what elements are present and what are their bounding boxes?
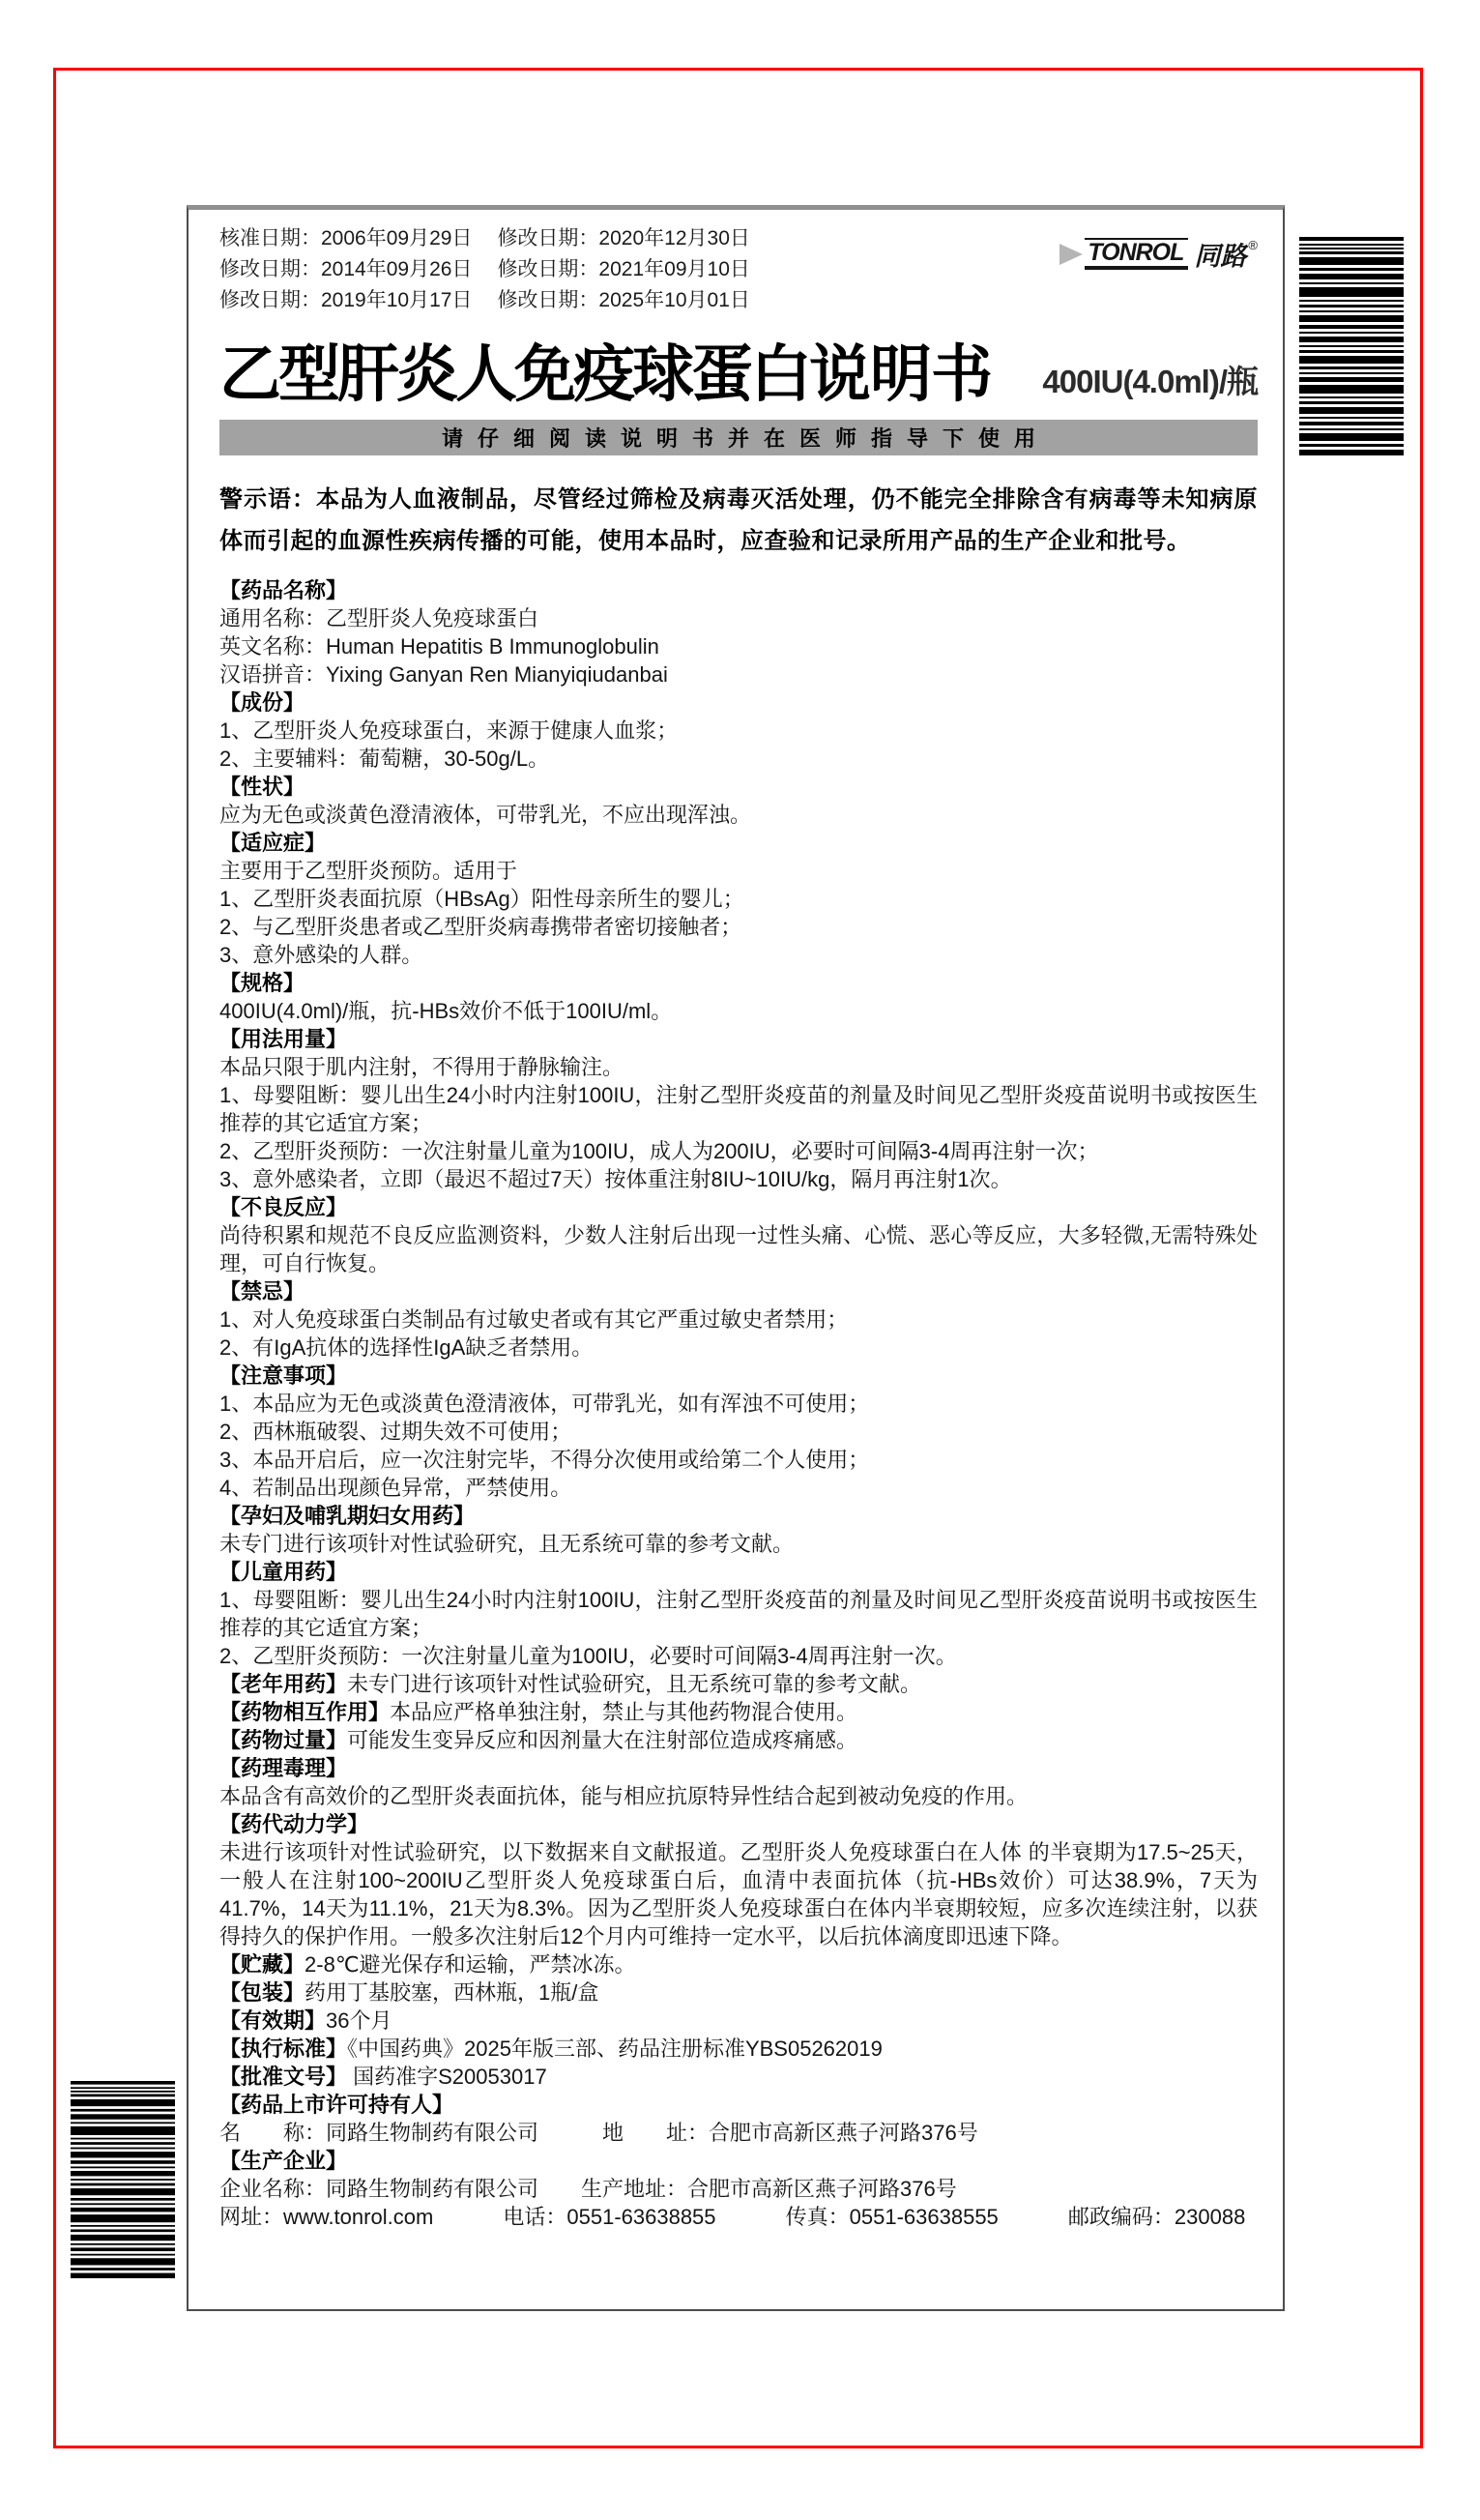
section-text: 《中国药典》2025年版三部、药品注册标准YBS05262019 (347, 2037, 883, 2061)
section-heading: 【药理毒理】 (219, 1756, 348, 1780)
body-line (219, 1474, 1258, 1502)
body-line (219, 913, 1258, 941)
section-text: 1、乙型肝炎人免疫球蛋白，来源于健康人血浆； (219, 718, 679, 743)
body-line (219, 717, 1258, 745)
section-text: 尚待积累和规范不良反应监测资料，少数人注射后出现一过性头痛、心慌、恶心等反应，大多轻微,无需特殊处理，可自行恢复。 (219, 1223, 1258, 1275)
section-heading: 【批准文号】 (219, 2065, 348, 2089)
section-text: 2、乙型肝炎预防：一次注射量儿童为100IU，必要时可间隔3-4周再注射一次。 (219, 1644, 957, 1668)
body-line (219, 969, 1258, 997)
section-text: 1、对人免疫球蛋白类制品有过敏史者或有其它严重过敏史者禁用； (219, 1307, 849, 1332)
approval-date-left: 修改日期：2014年09月26日 (219, 258, 473, 280)
section-heading: 【药物过量】 (219, 1728, 348, 1752)
approval-date-right: 修改日期：2021年09月10日 (497, 258, 750, 280)
body-line (219, 2147, 1258, 2175)
title-suffix: 说明书 (809, 339, 992, 409)
body-line (219, 1726, 1258, 1754)
section-text: 1、乙型肝炎表面抗原（HBsAg）阳性母亲所生的婴儿； (219, 887, 744, 911)
section-text: 汉语拼音：Yixing Ganyan Ren Mianyiqiudanbai (219, 662, 668, 687)
body-line (219, 1137, 1258, 1165)
body-line (219, 632, 1258, 660)
body-line (219, 1193, 1258, 1221)
section-heading: 【药品上市许可持有人】 (219, 2093, 454, 2117)
section-text: 本品应严格单独注射，禁止与其他药物混合使用。 (390, 1700, 858, 1724)
header-row (219, 223, 1258, 316)
approval-dates (219, 223, 750, 316)
body-line (219, 1754, 1258, 1782)
approval-date-row (219, 285, 750, 316)
body-line (219, 1838, 1258, 1950)
body-line (219, 1333, 1258, 1362)
body-line (219, 1418, 1258, 1446)
section-heading: 【执行标准】 (219, 2037, 348, 2061)
section-text: 未专门进行该项针对性试验研究，且无系统可靠的参考文献。 (347, 1672, 922, 1696)
section-text: 本品含有高效价的乙型肝炎表面抗体，能与相应抗原特异性结合起到被动免疫的作用。 (219, 1784, 1029, 1808)
section-text: 1、母婴阻断：婴儿出生24小时内注射100IU，注射乙型肝炎疫苗的剂量及时间见乙型肝炎疫苗说明书或按医生推荐的其它适宜方案； (219, 1083, 1258, 1135)
section-heading: 【不良反应】 (219, 1195, 348, 1219)
section-text: 企业名称：同路生物制药有限公司 生产地址：合肥市高新区燕子河路376号 (219, 2177, 957, 2201)
section-text: 可能发生变异反应和因剂量大在注射部位造成疼痛感。 (347, 1728, 858, 1752)
body-line (219, 604, 1258, 632)
section-heading: 【儿童用药】 (219, 1560, 348, 1584)
title-row (219, 339, 1258, 409)
section-heading: 【药代动力学】 (219, 1812, 369, 1836)
logo-triangle-icon (1059, 244, 1083, 265)
approval-date-right: 修改日期：2020年12月30日 (497, 227, 750, 249)
body-line (219, 1810, 1258, 1838)
section-text: 36个月 (326, 2008, 392, 2033)
section-text: 通用名称：乙型肝炎人免疫球蛋白 (219, 606, 539, 630)
approval-date-left: 核准日期：2006年09月29日 (219, 227, 473, 249)
section-text: 3、意外感染者，立即（最迟不超过7天）按体重注射8IU~10IU/kg，隔月再注射1次。 (219, 1167, 1012, 1191)
body-line (219, 1390, 1258, 1418)
body-line (219, 1586, 1258, 1642)
section-heading: 【适应症】 (219, 831, 327, 855)
section-text: 2、主要辅料：葡萄糖，30-50g/L。 (219, 747, 550, 771)
section-heading: 【孕妇及哺乳期妇女用药】 (219, 1504, 476, 1528)
body-line (219, 1221, 1258, 1277)
specification-label: 400IU(4.0ml)/瓶 (1042, 364, 1258, 399)
body-line (219, 1081, 1258, 1137)
section-text: 2、西林瓶破裂、过期失效不可使用； (219, 1420, 572, 1444)
section-heading: 【药品名称】 (219, 578, 348, 602)
section-text: 2-8℃避光保存和运输，严禁冰冻。 (305, 1952, 636, 1977)
section-heading: 【注意事项】 (219, 1363, 348, 1388)
body-line (219, 1025, 1258, 1053)
approval-date-right: 修改日期：2025年10月01日 (497, 289, 750, 311)
section-text: 4、若制品出现颜色异常，严禁使用。 (219, 1476, 572, 1500)
page-title (219, 339, 992, 409)
section-text: 未专门进行该项针对性试验研究，且无系统可靠的参考文献。 (219, 1532, 795, 1556)
section-heading: 【包装】 (219, 1980, 305, 2005)
leaflet-sections (219, 576, 1258, 2231)
body-line (219, 2175, 1258, 2203)
body-line (219, 1362, 1258, 1390)
body-line (219, 1530, 1258, 1558)
body-line (219, 1558, 1258, 1586)
section-heading: 【药物相互作用】 (219, 1700, 391, 1724)
body-line (219, 2007, 1258, 2035)
registered-mark-icon: ® (1248, 238, 1258, 252)
section-heading: 【禁忌】 (219, 1279, 305, 1304)
section-text: 2、与乙型肝炎患者或乙型肝炎病毒携带者密切接触者； (219, 915, 742, 939)
section-text: 英文名称：Human Hepatitis B Immunoglobulin (219, 634, 659, 659)
body-line (219, 2119, 1258, 2147)
body-line (219, 2035, 1258, 2063)
body-line (219, 885, 1258, 913)
body-line (219, 576, 1258, 604)
section-text: 1、母婴阻断：婴儿出生24小时内注射100IU，注射乙型肝炎疫苗的剂量及时间见乙型肝炎疫苗说明书或按医生推荐的其它适宜方案； (219, 1588, 1258, 1640)
approval-date-left: 修改日期：2019年10月17日 (219, 289, 473, 311)
section-text: 药用丁基胶塞，西林瓶，1瓶/盒 (305, 1980, 599, 2005)
body-line (219, 941, 1258, 969)
section-heading: 【规格】 (219, 971, 305, 995)
section-heading: 【有效期】 (219, 2008, 327, 2033)
body-line (219, 829, 1258, 857)
body-line (219, 1165, 1258, 1193)
approval-date-row (219, 223, 750, 254)
section-text: 2、有IgA抗体的选择性IgA缺乏者禁用。 (219, 1335, 594, 1360)
section-text: 未进行该项针对性试验研究，以下数据来自文献报道。乙型肝炎人免疫球蛋白在人体 的半衰期为17.5~25天，一般人在注射100~200IU乙型肝炎人免疫球蛋白后，血清中表面抗体（抗-HBs效价）可达38.9%，7天为41.7%，14天为11.1%，21天为8.3%。因为乙型肝炎人免疫球蛋白在体内半衰期较短，应多次连续注射，以获得持久的保护作用。一般多次注射后12个月内可维持一定水平，以后抗体滴度即迅速下降。 (219, 1840, 1258, 1949)
body-line (219, 857, 1258, 885)
section-heading: 【老年用药】 (219, 1672, 348, 1696)
body-line (219, 801, 1258, 829)
read-notice-text: 请仔细阅读说明书并在医师指导下使用 (441, 426, 1050, 451)
barcode-right (1299, 237, 1404, 455)
section-text: 1、本品应为无色或淡黄色澄清液体，可带乳光，如有浑浊不可使用； (219, 1392, 870, 1416)
section-text: 网址：www.tonrol.com 电话：0551-63638855 传真：0551-63638555 邮政编码：230088 (219, 2205, 1246, 2229)
section-text: 应为无色或淡黄色澄清液体，可带乳光，不应出现浑浊。 (219, 803, 752, 827)
body-line (219, 773, 1258, 801)
body-line (219, 1642, 1258, 1670)
body-line (219, 1446, 1258, 1474)
body-line (219, 2203, 1258, 2231)
body-line (219, 1502, 1258, 1530)
logo-latin-text: TONROL (1085, 238, 1188, 270)
section-heading: 【性状】 (219, 775, 305, 799)
tonrol-logo (1059, 235, 1258, 273)
section-text: 2、乙型肝炎预防：一次注射量儿童为100IU，成人为200IU，必要时可间隔3-4周再注射一次； (219, 1139, 1099, 1163)
body-line (219, 1670, 1258, 1698)
section-heading: 【用法用量】 (219, 1027, 348, 1051)
body-line (219, 1782, 1258, 1810)
section-heading: 【生产企业】 (219, 2149, 348, 2173)
body-line (219, 997, 1258, 1025)
section-heading: 【成份】 (219, 690, 305, 715)
section-text: 本品只限于肌内注射，不得用于静脉输注。 (219, 1055, 624, 1079)
body-line (219, 745, 1258, 773)
section-text: 主要用于乙型肝炎预防。适用于 (219, 859, 518, 883)
body-line (219, 689, 1258, 717)
logo-chinese-text: 同路 (1194, 242, 1247, 271)
section-text: 名 称：同路生物制药有限公司 地 址：合肥市高新区燕子河路376号 (219, 2121, 978, 2145)
read-notice-bar (219, 420, 1258, 455)
section-text: 3、意外感染的人群。 (219, 943, 423, 967)
section-text: 国药准字S20053017 (347, 2065, 547, 2089)
section-text: 400IU(4.0ml)/瓶，抗-HBs效价不低于100IU/ml。 (219, 999, 673, 1023)
body-line (219, 2091, 1258, 2119)
warning-statement: 警示语：本品为人血液制品，尽管经过筛检及病毒灭活处理，仍不能完全排除含有病毒等未知病原体而引起的血源性疾病传播的可能，使用本品时，应查验和记录所用产品的生产企业和批号。 (219, 486, 1258, 554)
body-line (219, 1053, 1258, 1081)
body-line (219, 660, 1258, 689)
barcode-left (71, 2081, 175, 2278)
product-name: 乙型肝炎人免疫球蛋白 (219, 339, 809, 409)
leaflet-content-box (187, 205, 1285, 2311)
body-line (219, 1305, 1258, 1333)
body-line (219, 1950, 1258, 1978)
approval-date-row (219, 254, 750, 285)
section-heading: 【贮藏】 (219, 1952, 305, 1977)
body-line (219, 1978, 1258, 2007)
section-text: 3、本品开启后，应一次注射完毕，不得分次使用或给第二个人使用； (219, 1448, 870, 1472)
body-line (219, 1277, 1258, 1305)
body-line (219, 2063, 1258, 2091)
body-line (219, 1698, 1258, 1726)
